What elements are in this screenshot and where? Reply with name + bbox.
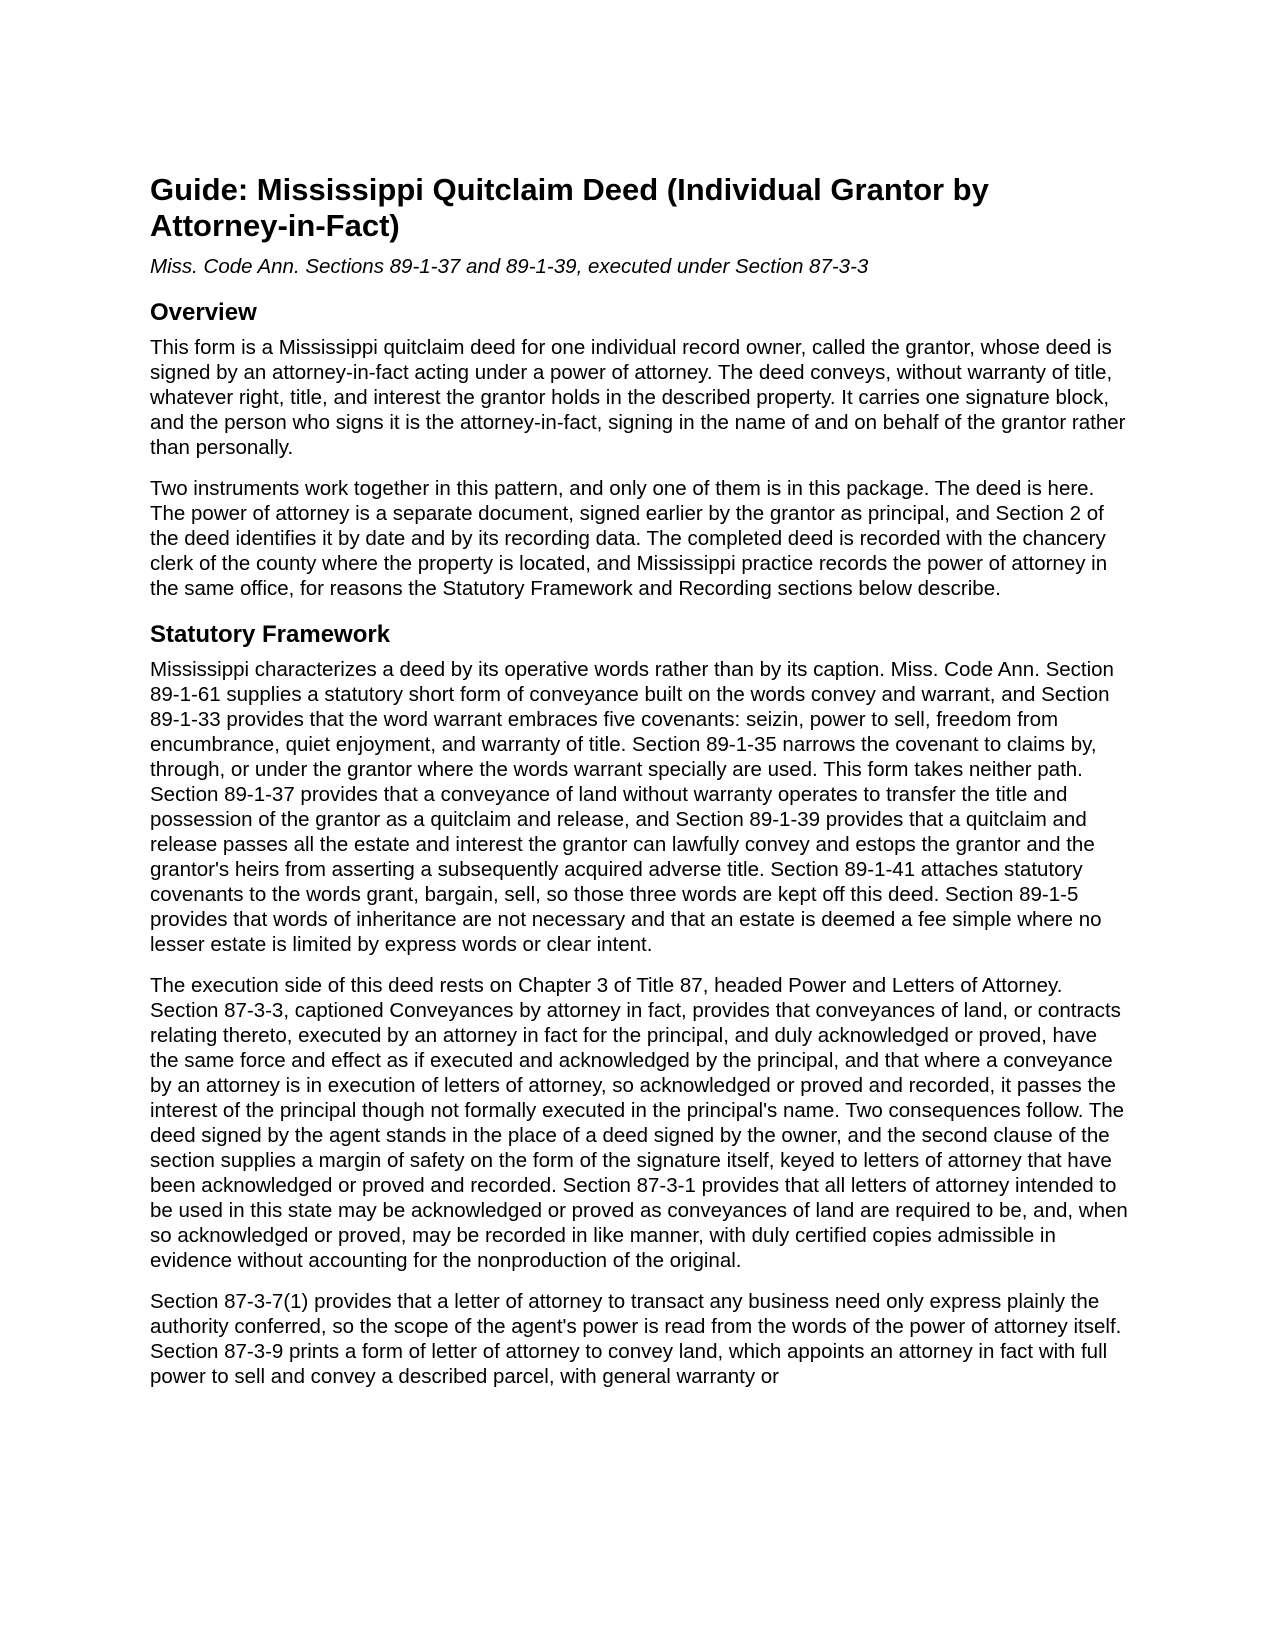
paragraph: Two instruments work together in this pattern, and only one of them is in this package. The deed is here. The power of attorney is a separate document, signed earlier by the grantor as principal, and Section 2 of the deed identifies it by date and by its recording data. The completed deed is recorded with the chancery clerk of the county where the property is located, and Mississippi practice records the power of attorney in the same office, for reasons the Statutory Framework and Recording sections below describe. xyxy=(150,477,1108,600)
paragraph: This form is a Mississippi quitclaim deed for one individual record owner, called the grantor, whose deed is signed by an attorney-in-fact acting under a power of attorney. The deed conveys, without warranty of title, whatever right, title, and interest the grantor holds in the described property. It carries one signature block, and the person who signs it is the attorney-in-fact, signing in the name of and on behalf of the grantor rather than personally. xyxy=(150,336,1126,459)
section-heading: Statutory Framework xyxy=(150,621,391,648)
document-title: Guide: Mississippi Quitclaim Deed (Individual Grantor by Attorney-in-Fact) xyxy=(150,172,989,243)
section-heading: Overview xyxy=(150,299,257,326)
paragraph: The execution side of this deed rests on Chapter 3 of Title 87, headed Power and Letters of Attorney. Section 87-3-3, captioned Conveyances by attorney in fact, provides that conveyances of land, or contracts relating thereto, executed by an attorney in fact for the principal, and duly acknowledged or proved, have the same force and effect as if executed and acknowledged by the principal, and that where a conveyance by an attorney is in execution of letters of attorney, so acknowledged or proved and recorded, it passes the interest of the principal though not formally executed in the principal's name. Two consequences follow. The deed signed by the agent stands in the place of a deed signed by the owner, and the second clause of the section supplies a margin of safety on the form of the signature itself, keyed to letters of attorney that have been acknowledged or proved and recorded. Section 87-3-1 provides that all letters of attorney intended to be used in this state may be acknowledged or proved as conveyances of land are required to be, and, when so acknowledged or proved, may be recorded in like manner, with duly certified copies admissible in evidence without accounting for the nonproduction of the original. xyxy=(150,974,1128,1272)
section-overview xyxy=(150,299,1130,601)
section-statutory-framework xyxy=(150,621,1130,1389)
document-subtitle: Miss. Code Ann. Sections 89-1-37 and 89-1-39, executed under Section 87-3-3 xyxy=(150,255,869,278)
paragraph: Section 87-3-7(1) provides that a letter of attorney to transact any business need only express plainly the authority conferred, so the scope of the agent's power is read from the words of the power of attorney itself. Section 87-3-9 prints a form of letter of attorney to convey land, which appoints an attorney in fact with full power to sell and convey a described parcel, with general warranty or xyxy=(150,1290,1122,1388)
paragraph: Mississippi characterizes a deed by its operative words rather than by its caption. Miss. Code Ann. Section 89-1-61 supplies a statutory short form of conveyance built on the words convey and warrant, and Section 89-1-33 provides that the word warrant embraces five covenants: seizin, power to sell, freedom from encumbrance, quiet enjoyment, and warranty of title. Section 89-1-35 narrows the covenant to claims by, through, or under the grantor where the words warrant specially are used. This form takes neither path. Section 89-1-37 provides that a conveyance of land without warranty operates to transfer the title and possession of the grantor as a quitclaim and release, and Section 89-1-39 provides that a quitclaim and release passes all the estate and interest the grantor can lawfully convey and estops the grantor and the grantor's heirs from asserting a subsequently acquired adverse title. Section 89-1-41 attaches statutory covenants to the words grant, bargain, sell, so those three words are kept off this deed. Section 89-1-5 provides that words of inheritance are not necessary and that an estate is deemed a fee simple where no lesser estate is limited by express words or clear intent. xyxy=(150,658,1114,956)
document-page xyxy=(150,172,1130,1389)
